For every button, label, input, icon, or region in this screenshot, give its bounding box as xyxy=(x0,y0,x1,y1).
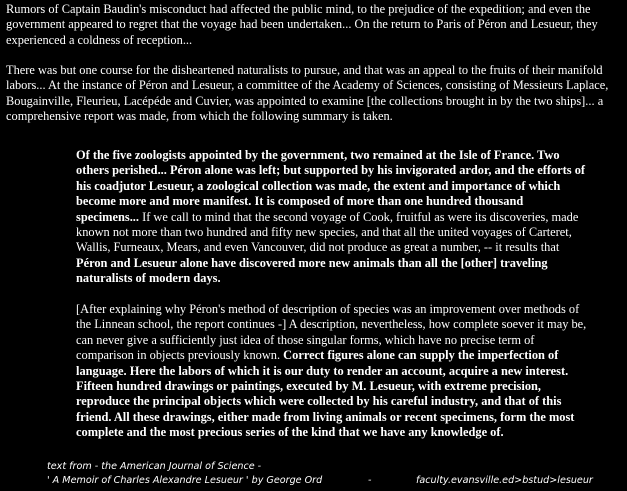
quote-bold-text: Correct figures alone can supply the imperfection of language. Here the labors of which it is our duty to render an account, acquire a new interest. Fifteen hundred drawings or paintings, executed by M. Lesueur, with extreme precision, reproduce the principal objects which were collected by his careful industry, and that of this friend. All these drawings, either made from living animals or recent specimens, form the most complete and the most precious series of the kind that we have any knowledge of. xyxy=(76,348,575,440)
quote-bold-text: Of the five zoologists appointed by the government, two remained at the Isle of France. Two others perished... Péron alone was left; but supported by his invigorated ardor, and the efforts of his coadjutor Lesueur, a zoological collection was made, the extent and importance of which become more and more manifest. It is composed of more than one hundred thousand specimens... xyxy=(76,148,586,224)
footer-separator: - xyxy=(368,475,372,486)
report-quote-zoological-collection xyxy=(76,148,588,287)
quote-plain-text: [After explaining why Péron's method of description of species was an improvement over methods of the Linnean school, the report continues -] A description, nevertheless, how complete soever it may be, can never give a sufficiently just idea of those singular forms, which have no precise term of comparison in objects previously known. xyxy=(76,302,587,363)
source-url: faculty.evansville.ed>bstud>lesueur xyxy=(416,475,593,486)
memoir-credit: ' A Memoir of Charles Alexandre Lesueur ' by George Ord xyxy=(47,475,323,486)
report-quote-drawings xyxy=(76,302,588,441)
quote-plain-text: If we call to mind that the second voyage of Cook, fruitful as were its discoveries, made known not more than two hundred and fifty new species, and that all the united voyages of Carteret, Wallis, Furneaux, Mears, and even Vancouver, did not produce as great a number, -- it results that xyxy=(76,209,579,255)
committee-paragraph: There was but one course for the disheartened naturalists to pursue, and that was an appeal to the fruits of their manifold labors... At the instance of Péron and Lesueur, a committee of the Academy of Sciences, consisting of Messieurs Laplace, Bougainville, Fleurieu, Lacépéde and Cuvier, was appointed to examine [the collections brought in by the two ships]... a comprehensive report was made, from which the following summary is taken. xyxy=(6,63,609,124)
source-credit: text from - the American Journal of Science - xyxy=(47,461,262,472)
intro-paragraph: Rumors of Captain Baudin's misconduct had affected the public mind, to the prejudice of the expedition; and even the government appeared to regret that the voyage had been undertaken... On the return to Paris of Péron and Lesueur, they experienced a coldness of reception... xyxy=(6,2,598,47)
quote-bold-conclusion: Péron and Lesueur alone have discovered more new animals than all the [other] traveling naturalists of modern days. xyxy=(76,255,548,286)
